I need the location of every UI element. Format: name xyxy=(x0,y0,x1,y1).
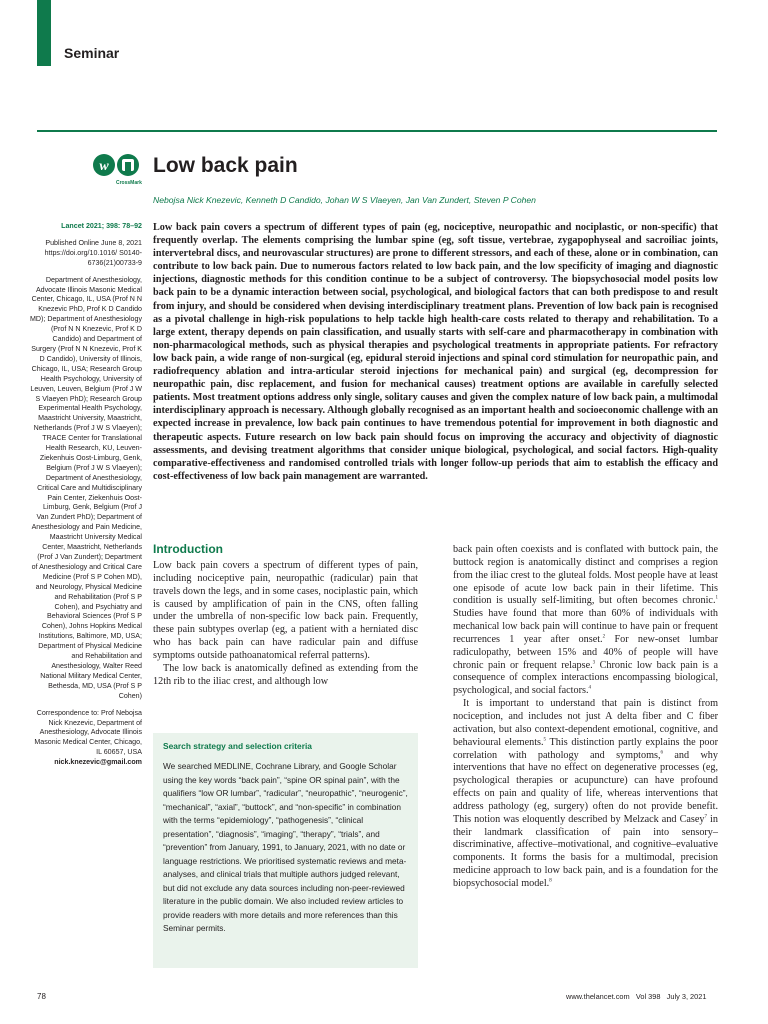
author-affiliations: Department of Anesthesiology, Advocate Illinois Masonic Medical Center, Chicago, IL, USA (Prof N N Knezevic PhD, Prof K D Candido MD); Department of Anesthesiology (Prof N N Knezevic, Prof K D Candido) and Department of Surgery (Prof N N Knezevic, Prof K D Candido), University of Illinois, Chicago, IL, USA; Research Group Health Psychology, University of Leuven, Leuven, Belgium (Prof J W S Vlaeyen PhD); Research Group Experimental Health Psychology, Maastricht University, Maastricht, Netherlands (Prof J W S Vlaeyen); TRACE Center for Translational Health Research, KU, Leuven-Ziekenhuis Oost-Limburg, Genk, Belgium (Prof J W S Vlaeyen); Department of Anesthesiology, Critical Care and Multidisciplinary Pain Center, Ziekenhuis Oost-Limburg, Genk, Belgium (Prof J Van Zundert PhD); Department of Anesthesiology and Pain Medicine, Maastricht University Medical Center, Maastricht, Netherlands (Prof J Van Zundert); Department of Anesthesiology and Critical Care Medicine (Prof S P Cohen MD), and Neurology, Physical Medicine and Rehabilitation (Prof S P Cohen), and Psychiatry and Behavioral Sciences (Prof S P Cohen), Johns Hopkins Medical Institutions, Baltimore, MD, USA; Department of Physical Medicine and Rehabilitation and Anesthesiology, Walter Reed National Military Medical Center, Bethesda, MD, USA (Prof S P Cohen) xyxy=(30,275,142,700)
publication-info[interactable]: Published Online June 8, 2021 https://doi.org/10.1016/ S0140-6736(21)00733-9 xyxy=(44,238,142,267)
open-access-crossmark-logo[interactable] xyxy=(92,152,142,192)
introduction-paragraph-1: Low back pain covers a spectrum of different types of pain, including nociceptive pain, neuropathic (radicular) pain that travels down the legs, and in some cases, nociplastic pain, which is caused by amplification of pain in the CNS, often falling under the umbrella of non-specific low back pain. Frequently, these pain subtypes overlap (eg, a patient with a herniated disc who has back pain can have radicular pain and diffuse symptoms outside pathoanatomical referral patterns). xyxy=(153,560,418,661)
author-list: Nebojsa Nick Knezevic, Kenneth D Candido, Johan W S Vlaeyen, Jan Van Zundert, Steven P Cohen xyxy=(153,195,536,205)
reference-link[interactable]: 2 xyxy=(602,634,606,640)
article-title: Low back pain xyxy=(153,154,298,177)
section-label: Seminar xyxy=(64,45,120,61)
reference-link[interactable]: 6 xyxy=(660,750,664,756)
crossmark-icon xyxy=(92,152,142,192)
reference-link[interactable]: 4 xyxy=(588,685,592,691)
introduction-paragraph-2: The low back is anatomically defined as extending from the 12th rib to the iliac crest, and although low xyxy=(153,662,418,687)
section-color-bar xyxy=(37,0,51,66)
correspondence-email[interactable]: nick.knezevic@gmail.com xyxy=(54,758,142,767)
search-strategy-box xyxy=(153,733,418,968)
reference-link[interactable]: 7 xyxy=(704,814,707,820)
svg-text:w: w xyxy=(99,159,109,174)
reference-link[interactable]: 3 xyxy=(592,660,596,666)
introduction-heading: Introduction xyxy=(153,542,223,556)
reference-link[interactable]: 5 xyxy=(543,737,547,743)
body-paragraph-1: back pain often coexists and is conflated with buttock pain, the buttock region is anatomically distinct and comprises a region from the iliac crest to the gluteal folds. Most people have at least one episode of acute low back pain in their lifetime. This condition is usually self-limiting, but often becomes chronic.$^1$ Studies have found that more than 60% of individuals with mechanical low back pain will continue to have pain or frequent recurrences 1 year after onset.$^2$ For new-onset lumbar radiculopathy, between 15% and 40% of people will have chronic pain or frequent relapse.$^3$ Chronic low back pain is a consequence of complex interactions encompassing biological, psychological, and social factors.$^4$ xyxy=(453,544,718,697)
column-right xyxy=(453,544,718,891)
article-sidebar xyxy=(30,222,142,775)
search-strategy-heading: Search strategy and selection criteria xyxy=(163,741,312,751)
column-left xyxy=(153,560,418,688)
abstract: Low back pain covers a spectrum of different types of pain (eg, nociceptive, neuropathic and nociplastic, or non-specific) that frequently overlap. The elements comprising the lumbar spine (eg, soft tissue, vertebrae, zygapophyseal and sacroiliac joints, intervertebral discs, and neurovascular structures) are prone to different stressors, and each of these, alone or in combination, can contribute to low back pain. Due to numerous factors related to low back pain, and the low specificity of imaging and diagnostic injections, diagnostic methods for this condition continue to be a subject of controversy. The biopsychosocial model posits low back pain to be a dynamic interaction between social, psychological, and biological factors that can both predispose to and result from injury, and should be considered when devising interdisciplinary treatment plans. Prevention of low back pain is recognised as a pivotal challenge in high-risk populations to help tackle high health-care costs related to therapy and rehabilitation. To a large extent, therapy depends on pain classification, and usually starts with self-care and pharmacotherapy in combination with non-pharmacological methods, such as physical therapies and psychological treatments in appropriate patients. For refractory low back pain, a wide range of non-surgical (eg, epidural steroid injections and spinal cord stimulation for neuropathic pain, and radiofrequency ablation and intra-articular steroid injections for mechanical pain) and surgical (eg, decompression for neuropathic pain, disc replacement, and fusion for mechanical causes) treatment options are available in carefully selected patients. Most treatment options address only single, solitary causes and given the complex nature of low back pain, a multimodal interdisciplinary approach is necessary. Although globally recognised as an important health and socioeconomic challenge with an expected increase in prevalence, low back pain continues to have tremendous potential for improvement in both diagnostic and therapeutic aspects. Future research on low back pain should focus on improving the accuracy and objectivity of diagnostic assessments, and devising treatment algorithms that consider unique biological, psychological, and social factors. High-quality comparative-effectiveness and randomised controlled trials with longer follow-up periods that aim to establish the efficacy and cost-effectiveness of low back pain management are warranted. xyxy=(153,222,718,482)
reference-link[interactable]: 8 xyxy=(549,878,552,884)
crossmark-caption: CrossMark xyxy=(116,180,142,186)
correspondence: Correspondence to: Prof Nebojsa Nick Knezevic, Department of Anesthesiology, Advocate Illinois Masonic Medical Center, Chicago, IL 60657, USA xyxy=(34,708,142,757)
reference-link[interactable]: 1 xyxy=(715,595,718,601)
journal-info: www.thelancet.com Vol 398 July 3, 2021 xyxy=(566,992,707,1001)
page-number: 78 xyxy=(37,992,46,1001)
body-paragraph-2: It is important to understand that pain is distinct from nociception, and includes not just A delta fiber and C fiber activation, but also context-dependent emotional, cognitive, and behavioural elements.$^5$ This distinction partly explains the poor correlation with pathology and symptoms,$^6$ and why interventions that have no effect on degenerative processes (eg, psychological therapies or acupuncture) can have profound effects on pain and quality of life, whereas interventions that address pathology (eg, surgery) often do not provide benefit. This notion was eloquently described by Melzack and Casey$^7$ in their landmark classification of pain into sensory–discriminative, affective–motivational, and cognitive–evaluative components. It forms the basis for a multimodal, precision medicine approach to low back pain, and is a foundation for the biopsychosocial model.$^8$ xyxy=(453,698,718,889)
search-strategy-text: We searched MEDLINE, Cochrane Library, and Google Scholar using the key words “back pain”, “spine OR spinal pain”, with the qualifiers “low OR lumbar”, “radicular”, “neuropathic”, “neurogenic”, “mechanical”, “axial”, “buttock”, and “non-specific” in combination with the terms “epidemiology”, “pathogenesis”, “clinical presentation”, “diagnosis”, “imaging”, “therapy”, “trials”, and “prevention” from January, 1991, to January, 2021, with no date or language restrictions. We prioritised systematic reviews and meta-analyses, and clinical trials that multiple authors judged relevant, but did not exclude any data sources including non-peer-reviewed literature in the public domain. We also included review articles to provide readers with more details and more references than this Seminar permits. xyxy=(163,761,408,933)
header-rule xyxy=(37,130,717,132)
citation: Lancet 2021; 398: 78–92 xyxy=(61,222,142,230)
